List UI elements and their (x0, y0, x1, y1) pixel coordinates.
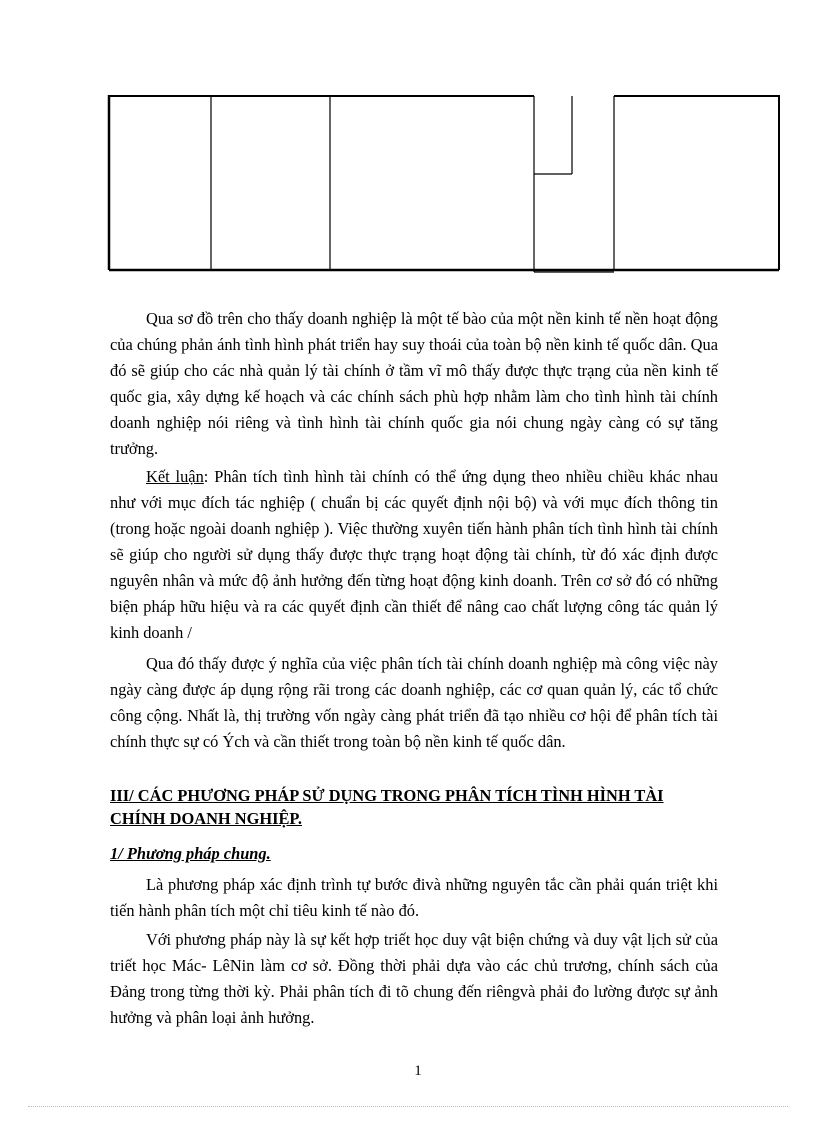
paragraph-2 (110, 464, 718, 646)
subsection-heading: 1/ Phương pháp chung. (110, 844, 271, 863)
conclusion-label: Kết luận (146, 467, 204, 486)
diagram-boxes (0, 0, 816, 290)
paragraph-4: Là phương pháp xác định trình tự bước đivà những nguyên tắc cần phải quán triệt khi tiến hành phân tích một chỉ tiêu kinh tế nào đó. (110, 875, 718, 920)
paragraph-1: Qua sơ đồ trên cho thấy doanh nghiệp là một tế bào của một nền kinh tế nền hoạt động của chúng phản ánh tình hình phát triển hay suy thoái của toàn bộ nền kinh tế quốc dân. Qua đó sẽ giúp cho các nhà quản lý tài chính ở tầm vĩ mô thấy được thực trạng của nền kinh tế quốc gia, xây dựng kế hoạch và các chính sách phù hợp nhằm làm cho tình hình tài chính doanh nghiệp nói riêng và tình hình tài chính quốc gia nói chung ngày càng có sự tăng trưởng. (110, 309, 718, 458)
footer-divider (28, 1106, 788, 1107)
paragraph-3: Qua đó thấy được ý nghĩa của việc phân tích tài chính doanh nghiệp mà công việc này ngày càng được áp dụng rộng rãi trong các doanh nghiệp, các cơ quan quản lý, các tổ chức công cộng. Nhất là, thị trường vốn ngày càng phát triển đã tạo nhiều cơ hội để phân tích tài chính thực sự có Ých và cần thiết trong toàn bộ nền kinh tế quốc dân. (110, 654, 718, 751)
paragraph-5: Với phương pháp này là sự kết hợp triết học duy vật biện chứng và duy vật lịch sử của triết học Mác- LêNin làm cơ sở. Đồng thời phải dựa vào các chủ trương, chính sách của Đảng trong từng thời kỳ. Phải phân tích đi tõ chung đến riêngvà phải đo lường được sự ảnh hưởng và phân loại ảnh hưởng. (110, 930, 718, 1027)
page-number: 1 (414, 1063, 422, 1079)
section-heading: III/ CÁC PHƯƠNG PHÁP SỬ DỤNG TRONG PHÂN TÍCH TÌNH HÌNH TÀI CHÍNH DOANH NGHIỆP. (110, 786, 664, 828)
paragraph-2-text: : Phân tích tình hình tài chính có thể ứng dụng theo nhiều chiều khác nhau như với mục đích tác nghiệp ( chuẩn bị các quyết định nội bộ) và với mục đích thông tin (trong hoặc ngoài doanh nghiệp ). Việc thường xuyên tiến hành phân tích tình hình tài chính sẽ giúp cho người sử dụng thấy được thực trạng hoạt động tài chính, từ đó xác định được nguyên nhân và mức độ ảnh hưởng đến từng hoạt động kinh doanh. Trên cơ sở đó có những biện pháp hữu hiệu và ra các quyết định cần thiết để nâng cao chất lượng công tác quản lý kinh doanh / (110, 467, 718, 642)
